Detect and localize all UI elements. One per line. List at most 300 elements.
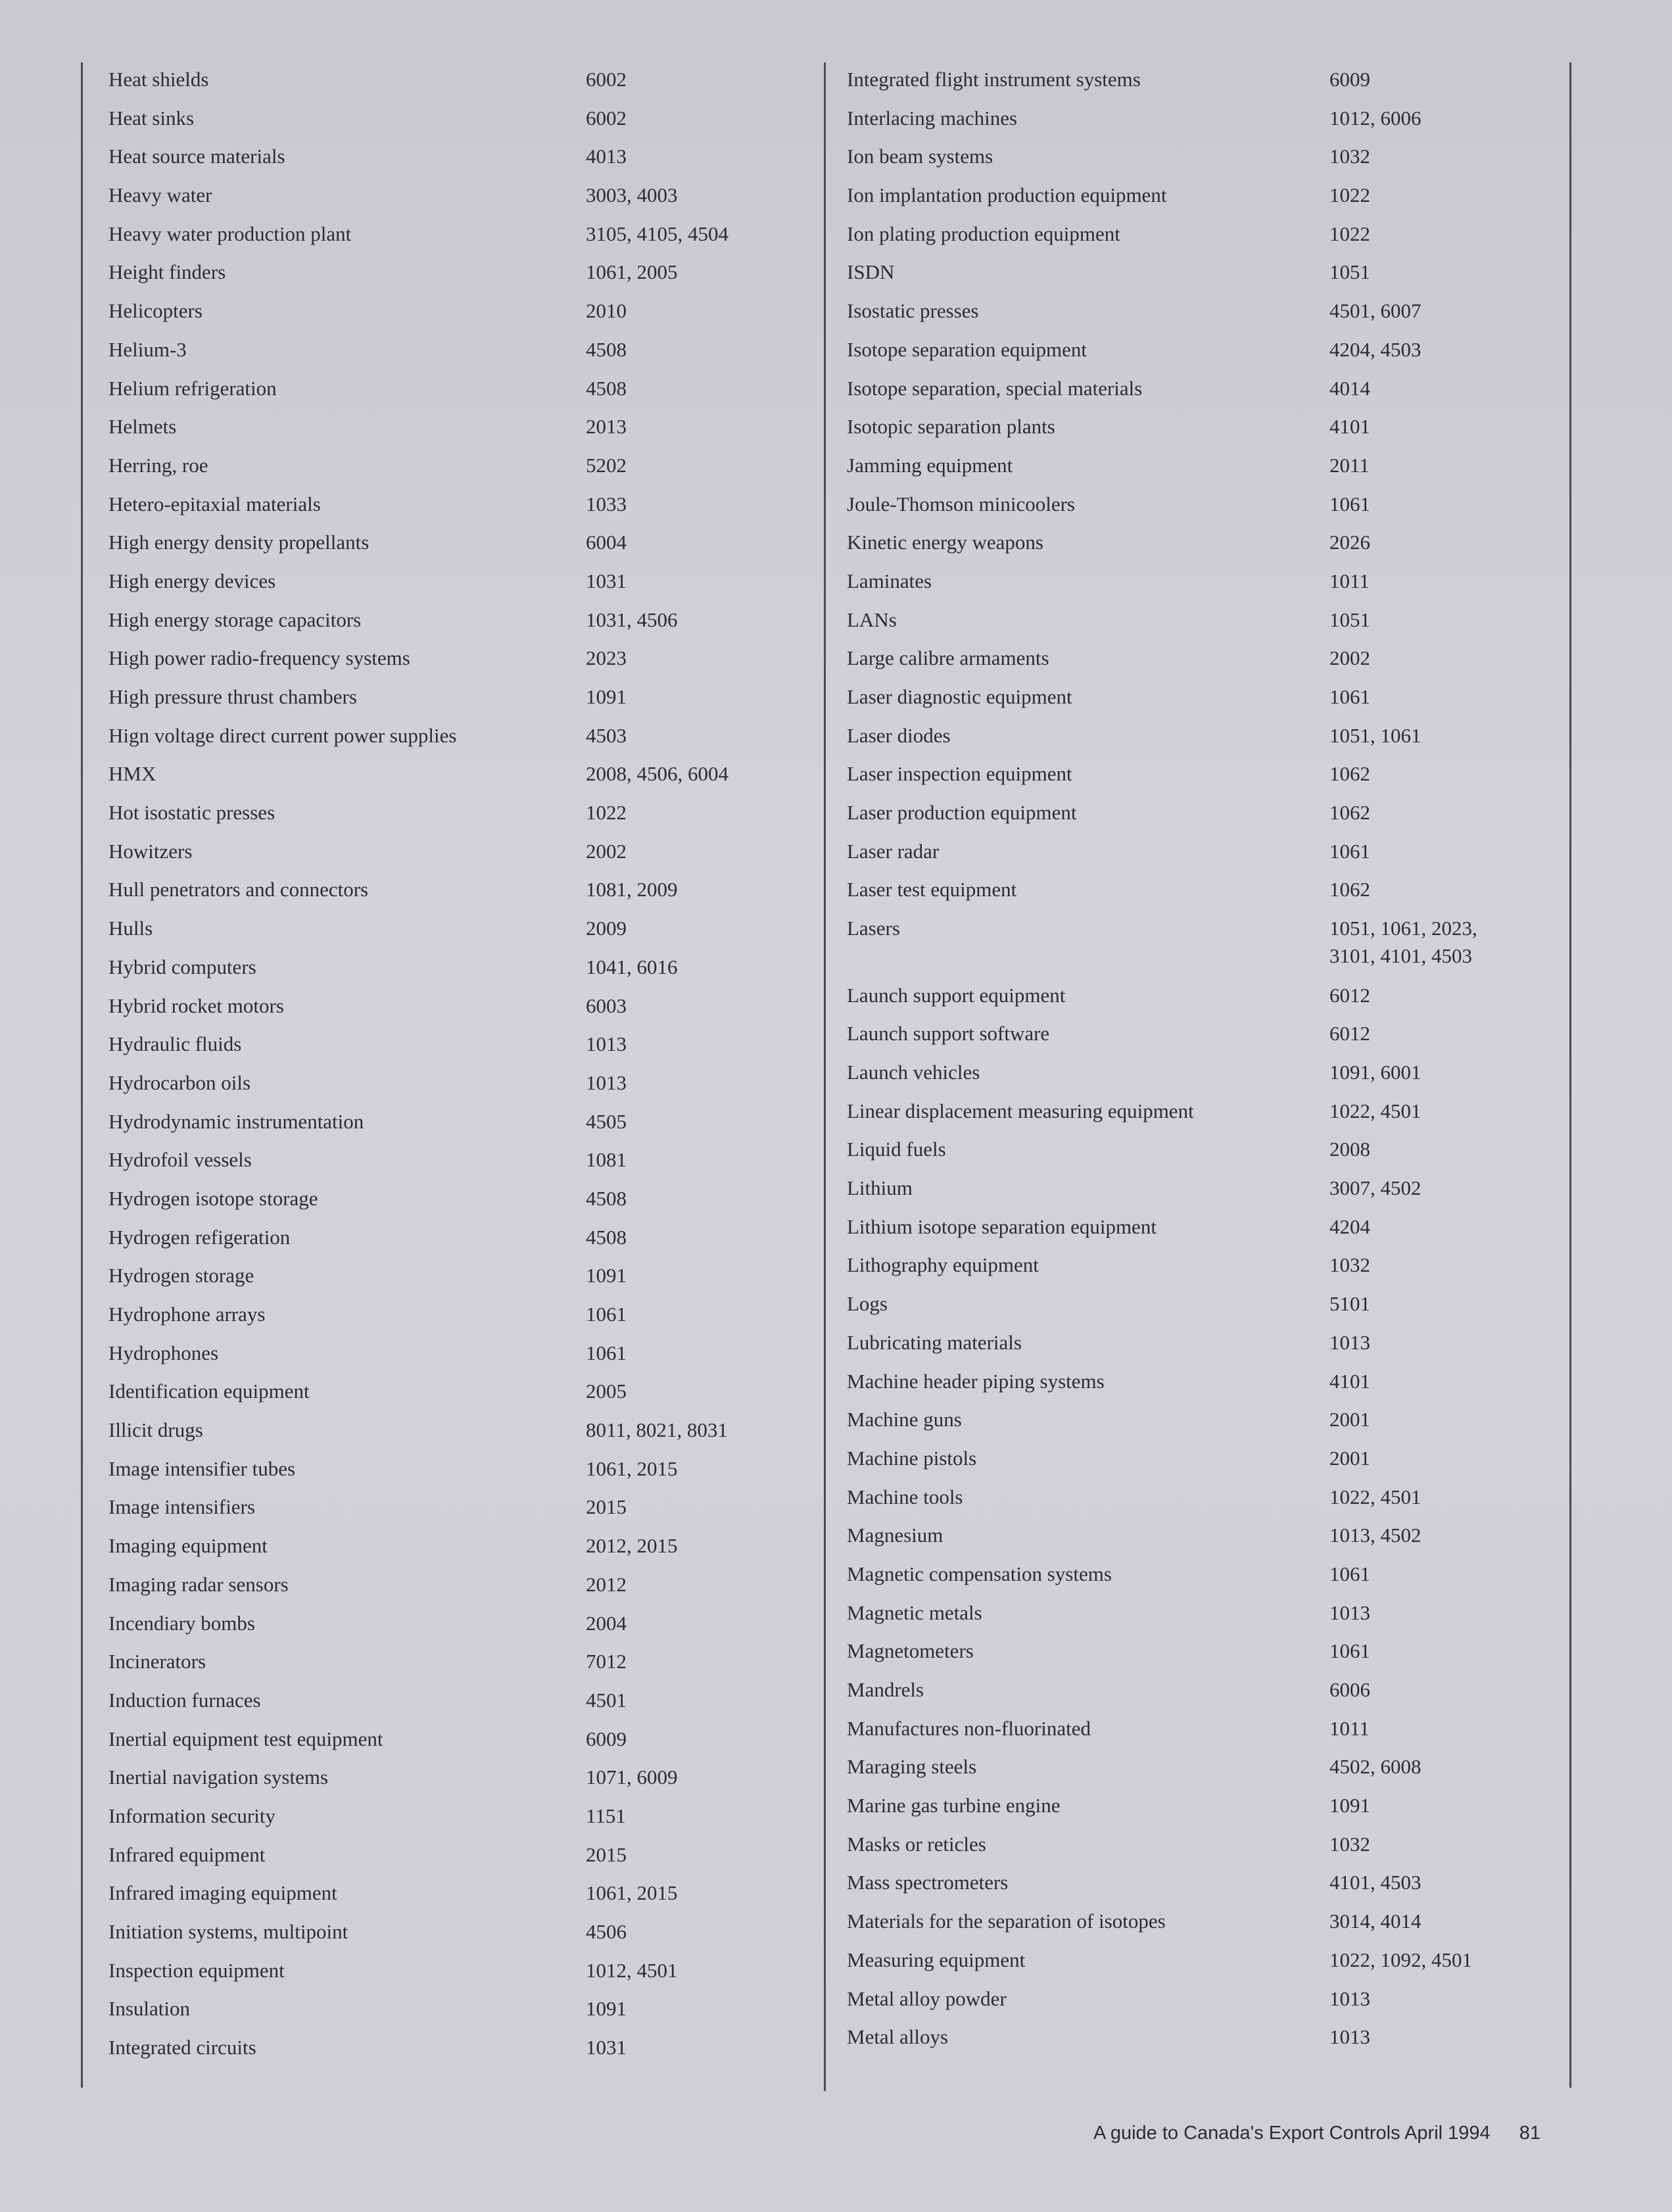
index-term: Magnesium <box>847 1524 943 1547</box>
index-term: Helium refrigeration <box>108 376 277 400</box>
index-codes: 8011, 8021, 8031 <box>586 1418 728 1442</box>
index-entry <box>847 258 1557 297</box>
index-term: Magnetic compensation systems <box>847 1562 1112 1585</box>
index-entry <box>847 722 1557 761</box>
index-entry <box>847 915 1557 982</box>
index-codes: 1081, 2009 <box>586 878 678 902</box>
index-codes: 1011 <box>1329 569 1370 592</box>
index-codes: 1031, 4506 <box>586 608 678 631</box>
index-codes: 4508 <box>586 337 627 361</box>
index-codes: 1022 <box>1329 183 1370 207</box>
index-entry <box>847 66 1557 105</box>
index-codes: 1041, 6016 <box>586 955 678 978</box>
index-entry <box>108 375 805 414</box>
index-entry <box>847 1599 1557 1638</box>
index-term: Identification equipment <box>108 1380 310 1403</box>
index-entry <box>847 683 1557 722</box>
index-codes: 4505 <box>586 1109 627 1133</box>
index-term: Magnetometers <box>847 1639 974 1663</box>
index-term: Interlacing machines <box>847 106 1018 130</box>
index-term: Hydrogen refigeration <box>108 1225 291 1249</box>
index-term: LANs <box>847 608 897 631</box>
index-entry <box>108 683 805 722</box>
index-entry <box>108 838 805 877</box>
index-term: Inertial navigation systems <box>108 1766 329 1789</box>
index-codes: 1032 <box>1329 1832 1370 1856</box>
index-term: Hulls <box>108 917 153 940</box>
index-term: Image intensifier tubes <box>108 1456 296 1480</box>
index-term: Liquid fuels <box>847 1138 946 1161</box>
index-entry <box>847 375 1557 414</box>
index-term: Heavy water production plant <box>108 222 352 245</box>
index-term: Integrated flight instrument systems <box>847 68 1141 91</box>
index-codes: 1022 <box>586 801 627 825</box>
index-term: Masks or reticles <box>847 1832 986 1856</box>
index-entry <box>108 1301 805 1339</box>
index-term: Helmets <box>108 415 177 439</box>
left-column-rule <box>81 62 83 2088</box>
index-codes: 1091 <box>1329 1794 1370 1817</box>
index-term: Lithium <box>847 1176 913 1200</box>
index-term: Hydrophone arrays <box>108 1303 266 1326</box>
index-term: Machine tools <box>847 1485 963 1508</box>
index-codes: 2026 <box>1329 531 1370 554</box>
index-term: Laser inspection equipment <box>847 762 1072 786</box>
index-term: Laser diagnostic equipment <box>847 685 1072 708</box>
index-entry <box>847 1715 1557 1754</box>
index-entry <box>847 1522 1557 1560</box>
index-codes: 2005 <box>586 1380 627 1403</box>
index-codes: 1061, 2015 <box>586 1456 678 1480</box>
left-index-column <box>108 66 805 2073</box>
index-term: Magnetic metals <box>847 1600 982 1624</box>
index-codes: 3105, 4105, 4504 <box>586 222 729 245</box>
index-term: Initiation systems, multipoint <box>108 1920 348 1943</box>
index-term: Hybrid rocket motors <box>108 994 284 1017</box>
index-entry <box>847 1329 1557 1368</box>
index-term: Ion beam systems <box>847 145 993 168</box>
index-entry <box>108 143 805 181</box>
index-entry <box>108 1995 805 2034</box>
index-term: Hull penetrators and connectors <box>108 878 369 902</box>
index-entry <box>108 529 805 567</box>
index-term: Imaging radar sensors <box>108 1572 289 1596</box>
index-entry <box>847 1869 1557 1908</box>
index-term: Integrated circuits <box>108 2036 256 2059</box>
index-term: Launch vehicles <box>847 1061 980 1084</box>
index-term: High energy devices <box>108 569 276 592</box>
index-entry <box>108 336 805 375</box>
index-term: Jamming equipment <box>847 453 1013 477</box>
index-term: Mass spectrometers <box>847 1871 1009 1894</box>
index-codes: 1151 <box>586 1804 626 1827</box>
index-codes: 1061 <box>1329 839 1370 863</box>
index-codes: 3007, 4502 <box>1329 1176 1421 1200</box>
index-codes: 2023 <box>586 646 627 670</box>
index-term: Inertial equipment test equipment <box>108 1727 383 1750</box>
index-entry <box>108 1030 805 1069</box>
index-entry <box>847 1290 1557 1329</box>
index-entry <box>847 1251 1557 1290</box>
index-term: Hydrogen isotope storage <box>108 1186 318 1210</box>
index-entry <box>108 1957 805 1996</box>
index-entry <box>108 992 805 1031</box>
index-codes: 1061, 2015 <box>586 1881 678 1905</box>
index-term: Kinetic energy weapons <box>847 531 1043 554</box>
index-term: Laser production equipment <box>847 801 1077 825</box>
index-codes: 1091 <box>586 1997 627 2021</box>
index-term: Lithography equipment <box>847 1253 1039 1277</box>
index-term: Hetero-epitaxial materials <box>108 492 321 516</box>
index-codes: 1062 <box>1329 801 1370 825</box>
index-term: Induction furnaces <box>108 1688 261 1712</box>
footer-date: April 1994 <box>1404 2123 1491 2144</box>
index-entry <box>847 1174 1557 1213</box>
index-term: Materials for the separation of isotopes <box>847 1910 1166 1933</box>
index-entry <box>847 1560 1557 1599</box>
index-codes: 1033 <box>586 492 627 516</box>
index-entry <box>108 1493 805 1532</box>
index-codes: 2002 <box>586 839 627 863</box>
index-term: Howitzers <box>108 839 193 863</box>
index-codes: 6002 <box>586 68 627 91</box>
index-term: Imaging equipment <box>108 1534 268 1558</box>
index-codes: 2002 <box>1329 646 1370 670</box>
index-entry <box>108 1224 805 1262</box>
index-entry <box>108 1648 805 1687</box>
index-entry <box>108 1069 805 1108</box>
index-term: Infrared imaging equipment <box>108 1881 337 1905</box>
index-term: Lasers <box>847 917 900 940</box>
index-codes: 2001 <box>1329 1408 1370 1431</box>
index-codes: 1061, 2005 <box>586 260 678 284</box>
index-codes: 2008 <box>1329 1138 1370 1161</box>
index-entry <box>108 1185 805 1224</box>
index-term: Inspection equipment <box>108 1958 285 1982</box>
index-codes: 1061 <box>586 1341 627 1364</box>
index-entry <box>108 452 805 491</box>
index-entry <box>108 181 805 220</box>
index-term: Heat shields <box>108 68 209 91</box>
index-entry <box>847 1406 1557 1445</box>
index-term: Lithium isotope separation equipment <box>847 1214 1157 1238</box>
index-term: Incinerators <box>108 1650 206 1673</box>
index-codes: 2010 <box>586 299 627 323</box>
index-entry <box>847 838 1557 877</box>
index-term: Ion plating production equipment <box>847 222 1120 245</box>
index-codes: 5101 <box>1329 1292 1370 1316</box>
index-term: Hydrodynamic instrumentation <box>108 1109 364 1133</box>
center-column-rule <box>824 62 826 2091</box>
index-codes: 7012 <box>586 1650 627 1673</box>
index-term: Isotope separation equipment <box>847 337 1087 361</box>
index-entry <box>847 1020 1557 1059</box>
index-codes: 6006 <box>1329 1678 1370 1701</box>
index-term: HMX <box>108 762 156 786</box>
page-footer <box>1093 2123 1541 2144</box>
index-term: Laser test equipment <box>847 878 1017 902</box>
index-term: Hydrofoil vessels <box>108 1148 252 1172</box>
index-term: Hydrophones <box>108 1341 219 1364</box>
index-entry <box>108 567 805 606</box>
index-term: High energy density propellants <box>108 531 370 554</box>
index-codes: 1051 <box>1329 260 1370 284</box>
index-codes: 1031 <box>586 569 627 592</box>
index-codes: 1062 <box>1329 762 1370 786</box>
index-term: Image intensifiers <box>108 1495 255 1519</box>
index-entry <box>108 1610 805 1648</box>
index-entry <box>847 143 1557 181</box>
index-entry <box>108 1725 805 1764</box>
index-codes: 1013 <box>586 1032 627 1056</box>
index-codes: 4014 <box>1329 376 1370 400</box>
index-entry <box>108 2034 805 2073</box>
index-codes: 1061 <box>1329 1562 1370 1585</box>
index-term: Maraging steels <box>847 1755 977 1779</box>
index-codes: 2004 <box>586 1611 627 1635</box>
index-codes: 1091 <box>586 685 627 708</box>
index-entry <box>847 1792 1557 1831</box>
index-term: Metal alloys <box>847 2025 949 2049</box>
index-codes: 6002 <box>586 106 627 130</box>
index-term: Manufactures non-fluorinated <box>847 1716 1091 1740</box>
index-term: High power radio-frequency systems <box>108 646 410 670</box>
index-entry <box>847 336 1557 375</box>
index-codes: 2012, 2015 <box>586 1534 678 1558</box>
index-codes: 1091, 6001 <box>1329 1061 1421 1084</box>
index-entry <box>847 1213 1557 1252</box>
index-entry <box>108 258 805 297</box>
index-codes: 1022 <box>1329 222 1370 245</box>
index-term: Heat sinks <box>108 106 195 130</box>
index-entry <box>847 1831 1557 1869</box>
index-codes: 2001 <box>1329 1446 1370 1470</box>
index-codes: 1081 <box>586 1148 627 1172</box>
index-codes: 2015 <box>586 1842 627 1866</box>
index-codes: 1061 <box>1329 492 1370 516</box>
index-codes: 1013 <box>1329 1986 1370 2010</box>
index-codes: 4508 <box>586 376 627 400</box>
index-entry <box>108 1687 805 1725</box>
index-term: Launch support equipment <box>847 983 1066 1007</box>
index-entry <box>108 413 805 452</box>
index-codes: 4101 <box>1329 1369 1370 1393</box>
index-term: Hydrogen storage <box>108 1264 254 1287</box>
index-entry <box>847 1445 1557 1483</box>
index-entry <box>108 66 805 105</box>
index-codes: 4501 <box>586 1688 627 1712</box>
index-entry <box>847 799 1557 838</box>
index-entry <box>108 1532 805 1571</box>
index-term: Insulation <box>108 1997 190 2021</box>
index-codes: 4503 <box>586 723 627 747</box>
index-entry <box>108 1455 805 1494</box>
index-codes: 3003, 4003 <box>586 183 678 207</box>
index-codes: 1013 <box>586 1070 627 1094</box>
index-term: Hydrocarbon oils <box>108 1070 251 1094</box>
index-term: Information security <box>108 1804 275 1827</box>
index-entry <box>108 915 805 953</box>
page-number: 81 <box>1519 2123 1541 2144</box>
index-term: Linear displacement measuring equipment <box>847 1099 1194 1122</box>
index-term: Hot isostatic presses <box>108 801 275 825</box>
index-term: Joule-Thomson minicoolers <box>847 492 1075 516</box>
index-codes: 6009 <box>586 1727 627 1750</box>
index-entry <box>108 1764 805 1802</box>
index-term: Marine gas turbine engine <box>847 1794 1061 1817</box>
index-entry <box>847 876 1557 915</box>
index-codes: 2009 <box>586 917 627 940</box>
index-term: Machine header piping systems <box>847 1369 1105 1393</box>
index-codes: 4013 <box>586 145 627 168</box>
index-codes: 1012, 6006 <box>1329 106 1421 130</box>
index-codes: 1022, 4501 <box>1329 1485 1421 1508</box>
index-codes: 1071, 6009 <box>586 1766 678 1789</box>
index-entry <box>847 1908 1557 1946</box>
index-term: Logs <box>847 1292 888 1316</box>
index-entry <box>108 722 805 761</box>
index-codes: 2008, 4506, 6004 <box>586 762 729 786</box>
index-codes: 1061 <box>1329 685 1370 708</box>
index-entry <box>108 1108 805 1147</box>
index-codes: 1051, 1061, 2023, 3101, 4101, 4503 <box>1329 917 1477 968</box>
index-term: High pressure thrust chambers <box>108 685 357 708</box>
index-entry <box>847 2023 1557 2062</box>
index-entry <box>108 644 805 683</box>
index-term: Lubricating materials <box>847 1330 1022 1354</box>
index-codes: 1022, 1092, 4501 <box>1329 1948 1472 1971</box>
index-term: Incendiary bombs <box>108 1611 255 1635</box>
index-term: Isotope separation, special materials <box>847 376 1143 400</box>
index-term: ISDN <box>847 260 895 284</box>
index-entry <box>847 529 1557 567</box>
index-codes: 4506 <box>586 1920 627 1943</box>
index-codes: 4502, 6008 <box>1329 1755 1421 1779</box>
index-entry <box>847 297 1557 336</box>
index-entry <box>108 220 805 259</box>
index-codes: 6004 <box>586 531 627 554</box>
index-term: Machine guns <box>847 1408 962 1431</box>
index-term: Ion implantation production equipment <box>847 183 1167 207</box>
index-term: Mandrels <box>847 1678 924 1701</box>
index-term: Metal alloy powder <box>847 1986 1007 2010</box>
index-entry <box>108 1262 805 1301</box>
index-codes: 4501, 6007 <box>1329 299 1421 323</box>
index-term: Isostatic presses <box>847 299 979 323</box>
index-entry <box>108 1339 805 1378</box>
index-codes: 4204 <box>1329 1214 1370 1238</box>
index-codes: 4101, 4503 <box>1329 1871 1421 1894</box>
index-entry <box>108 799 805 838</box>
index-entry <box>847 413 1557 452</box>
index-entry <box>847 1136 1557 1174</box>
index-term: Infrared equipment <box>108 1842 266 1866</box>
index-term: Laminates <box>847 569 932 592</box>
index-term: Measuring equipment <box>847 1948 1026 1971</box>
index-entry <box>847 1637 1557 1676</box>
index-entry <box>108 1571 805 1610</box>
index-codes: 2011 <box>1329 453 1370 477</box>
index-entry <box>847 181 1557 220</box>
index-codes: 1061 <box>1329 1639 1370 1663</box>
index-entry <box>108 876 805 915</box>
footer-title: A guide to Canada's Export Controls <box>1093 2123 1400 2144</box>
index-term: High energy storage capacitors <box>108 608 362 631</box>
index-term: Laser diodes <box>847 723 951 747</box>
index-codes: 1013 <box>1329 2025 1370 2049</box>
index-entry <box>847 1368 1557 1407</box>
index-term: Machine pistols <box>847 1446 977 1470</box>
index-codes: 4204, 4503 <box>1329 337 1421 361</box>
index-entry <box>847 491 1557 529</box>
index-codes: 1032 <box>1329 1253 1370 1277</box>
index-term: Laser radar <box>847 839 940 863</box>
index-term: Isotopic separation plants <box>847 415 1055 439</box>
index-codes: 1091 <box>586 1264 627 1287</box>
index-codes: 5202 <box>586 453 627 477</box>
index-entry <box>847 1097 1557 1136</box>
index-entry <box>108 1879 805 1918</box>
index-codes: 1061 <box>586 1303 627 1326</box>
index-entry <box>108 760 805 799</box>
index-entry <box>108 606 805 645</box>
index-entry <box>847 220 1557 259</box>
index-codes: 2012 <box>586 1572 627 1596</box>
index-codes: 1051 <box>1329 608 1370 631</box>
index-entry <box>847 452 1557 491</box>
right-column-rule <box>1569 62 1571 2088</box>
index-entry <box>847 567 1557 606</box>
index-entry <box>108 1378 805 1416</box>
index-codes: 1062 <box>1329 878 1370 902</box>
index-codes: 1013 <box>1329 1330 1370 1354</box>
index-entry <box>847 1676 1557 1715</box>
index-entry <box>108 1416 805 1455</box>
index-entry <box>108 1802 805 1841</box>
index-codes: 1013 <box>1329 1600 1370 1624</box>
index-codes: 4101 <box>1329 415 1370 439</box>
index-codes: 4508 <box>586 1225 627 1249</box>
index-entry <box>847 644 1557 683</box>
index-term: Hydraulic fluids <box>108 1032 242 1056</box>
index-term: Hybrid computers <box>108 955 256 978</box>
index-entry <box>108 297 805 336</box>
index-entry <box>108 1146 805 1185</box>
index-entry <box>108 953 805 992</box>
index-entry <box>108 1841 805 1880</box>
index-entry <box>108 491 805 529</box>
index-codes: 4508 <box>586 1186 627 1210</box>
index-term: Herring, roe <box>108 453 208 477</box>
index-codes: 1011 <box>1329 1716 1370 1740</box>
index-entry <box>847 1985 1557 2024</box>
index-codes: 1022, 4501 <box>1329 1099 1421 1122</box>
index-entry <box>108 105 805 143</box>
index-term: Large calibre armaments <box>847 646 1049 670</box>
index-codes: 2013 <box>586 415 627 439</box>
index-codes: 1032 <box>1329 145 1370 168</box>
index-codes: 1013, 4502 <box>1329 1524 1421 1547</box>
index-entry <box>108 1918 805 1957</box>
index-entry <box>847 105 1557 143</box>
index-term: Height finders <box>108 260 226 284</box>
index-term: Launch support software <box>847 1022 1050 1046</box>
index-entry <box>847 760 1557 799</box>
index-codes: 3014, 4014 <box>1329 1910 1421 1933</box>
index-term: Hign voltage direct current power supplies <box>108 723 457 747</box>
index-codes: 6009 <box>1329 68 1370 91</box>
index-codes: 1051, 1061 <box>1329 723 1421 747</box>
